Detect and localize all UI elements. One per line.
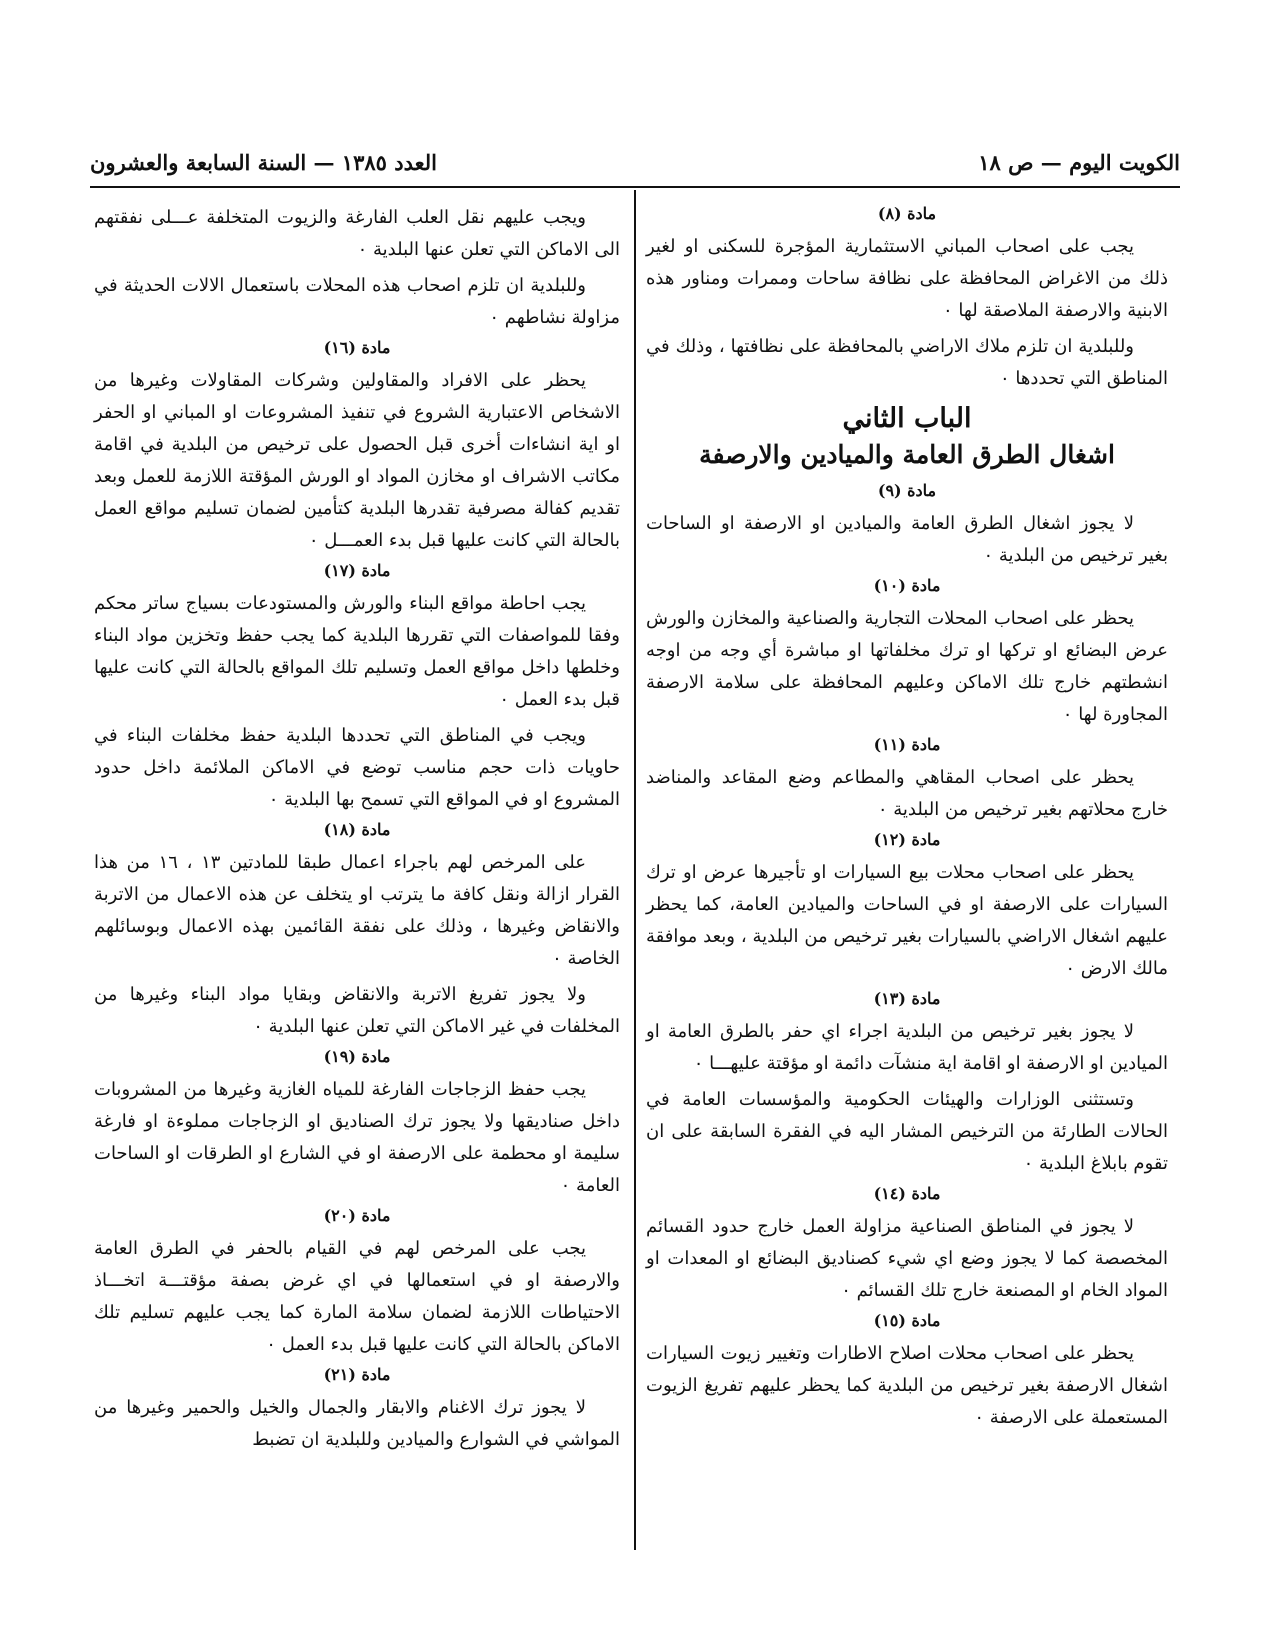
article-18-title: مادة (١٨) xyxy=(323,820,391,839)
article-17-title: مادة (١٧) xyxy=(323,561,391,580)
article-10-title: مادة (١٠) xyxy=(873,576,941,595)
article-17-paragraph-2: ويجب في المناطق التي تحددها البلدية حفظ مخلفات البناء في حاويات ذات حجم مناسب توضع في الاماكن الملائمة داخل حدود المشروع او في المواقع التي تسمح بها البلدية ٠ xyxy=(94,725,620,810)
chapter-subtitle: اشغال الطرق العامة والميادين والارصفة xyxy=(699,440,1115,469)
article-21-paragraph-1: لا يجوز ترك الاغنام والابقار والجمال والخيل والحمير وغيرها من المواشي في الشوارع والميادين وللبلدية ان تضبط xyxy=(94,1397,620,1450)
header-rule xyxy=(90,186,1180,188)
article-12-title: مادة (١٢) xyxy=(873,830,941,849)
article-11-title: مادة (١١) xyxy=(873,735,941,754)
page-header xyxy=(90,150,1180,184)
article-19-paragraph-1: يجب حفظ الزجاجات الفارغة للمياه الغازية وغيرها من المشروبات داخل صناديقها ولا يجوز ترك الصناديق او الزجاجات مملوءة او فارغة سليمة او محطمة على الارصفة او في الشارع او الطرقات او الساحات العامة ٠ xyxy=(94,1079,620,1196)
chapter-title: الباب الثاني xyxy=(842,403,972,434)
article-11-paragraph-1: يحظر على اصحاب المقاهي والمطاعم وضع المقاعد والمناضد خارج محلاتهم بغير ترخيص من البلدية ٠ xyxy=(646,767,1168,820)
article-19-title: مادة (١٩) xyxy=(323,1047,391,1066)
article-9-paragraph-1: لا يجوز اشغال الطرق العامة والميادين او الارصفة او الساحات بغير ترخيص من البلدية ٠ xyxy=(646,513,1168,566)
article-18-paragraph-1: على المرخص لهم باجراء اعمال طبقا للمادتين ١٣ ، ١٦ من هذا القرار ازالة ونقل كافة ما يترتب او يتخلف عن هذه الاعمال من الاتربة والانقاض وغيرها ، وذلك على نفقة القائمين بهذه الاعمال وبوسائلهم الخاصة ٠ xyxy=(94,852,620,969)
article-15-title: مادة (١٥) xyxy=(873,1311,941,1330)
article-9-title: مادة (٩) xyxy=(877,481,937,500)
article-18-paragraph-2: ولا يجوز تفريغ الاتربة والانقاض وبقايا مواد البناء وغيرها من المخلفات في غير الاماكن التي تعلن عنها البلدية ٠ xyxy=(94,984,620,1037)
article-16-title: مادة (١٦) xyxy=(323,338,391,357)
article-8-paragraph-2: وللبلدية ان تلزم ملاك الاراضي بالمحافظة على نظافتها ، وذلك في المناطق التي تحددها ٠ xyxy=(646,336,1168,389)
right-column xyxy=(646,202,1168,1438)
article-15-continued-paragraph-2: وللبلدية ان تلزم اصحاب هذه المحلات باستعمال الالات الحديثة في مزاولة نشاطهم ٠ xyxy=(94,275,620,328)
article-8-title: مادة (٨) xyxy=(877,204,937,223)
article-15-continued-paragraph-1: ويجب عليهم نقل العلب الفارغة والزيوت المتخلفة عـــلى نفقتهم الى الاماكن التي تعلن عنها البلدية ٠ xyxy=(94,207,620,260)
article-13-paragraph-1: لا يجوز بغير ترخيص من البلدية اجراء اي حفر بالطرق العامة او الميادين او الارصفة او اقامة اية منشآت دائمة او مؤقتة عليهـــا ٠ xyxy=(646,1021,1168,1074)
article-8-paragraph-1: يجب على اصحاب المباني الاستثمارية المؤجرة للسكنى او لغير ذلك من الاغراض المحافظة على نظافة ساحات وممرات ومناور هذه الابنية والارصفة الملاصقة لها ٠ xyxy=(646,236,1168,321)
article-15-paragraph-1: يحظر على اصحاب محلات اصلاح الاطارات وتغيير زيوت السيارات اشغال الارصفة بغير ترخيص من البلدية كما يحظر عليهم تفريغ الزيوت المستعملة على الارصفة ٠ xyxy=(646,1343,1168,1428)
article-16-paragraph-1: يحظر على الافراد والمقاولين وشركات المقاولات وغيرها من الاشخاص الاعتبارية الشروع في تنفيذ المشروعات او المباني او الحفر او اية انشاءات أخرى قبل الحصول على ترخيص من البلدية في اقامة مكاتب الاشراف او مخازن المواد او الورش المؤقتة اللازمة للعمل وبعد تقديم كفالة مصرفية تقدرها البلدية كتأمين لضمان تسليم مواقع العمل بالحالة التي كانت عليها قبل بدء العمـــل ٠ xyxy=(94,370,620,551)
article-21-title: مادة (٢١) xyxy=(323,1365,391,1384)
article-20-paragraph-1: يجب على المرخص لهم في القيام بالحفر في الطرق العامة والارصفة او في استعمالها في اي غرض بصفة مؤقتـــة اتخـــاذ الاحتياطات اللازمة لضمان سلامة المارة كما يجب عليهم تسليم تلك الاماكن بالحالة التي كانت عليها قبل بدء العمل ٠ xyxy=(94,1238,621,1355)
article-12-paragraph-1: يحظر على اصحاب محلات بيع السيارات او تأجيرها عرض او ترك السيارات على الارصفة او في الساحات والميادين العامة، كما يحظر عليهم اشغال الاراضي بالسيارات بغير ترخيص من البلدية ، وبعد موافقة مالك الارض ٠ xyxy=(646,862,1168,979)
article-10-paragraph-1: يحظر على اصحاب المحلات التجارية والصناعية والمخازن والورش عرض البضائع او تركها او ترك مخلفاتها او مباشرة أي وجه من اوجه انشطتهم خارج تلك الاماكن وعليهم المحافظة على سلامة الارصفة المجاورة لها ٠ xyxy=(646,608,1168,725)
header-title-page: الكويت اليوم — ص ١٨ xyxy=(978,150,1180,175)
left-column xyxy=(94,202,620,1460)
article-14-paragraph-1: لا يجوز في المناطق الصناعية مزاولة العمل خارج حدود القسائم المخصصة كما لا يجوز وضع اي شيء كصناديق البضائع او المعدات او المواد الخام او المصنعة خارج تلك القسائم ٠ xyxy=(646,1216,1168,1301)
article-13-title: مادة (١٣) xyxy=(873,989,941,1008)
article-13-paragraph-2: وتستثنى الوزارات والهيئات الحكومية والمؤسسات العامة في الحالات الطارئة من الترخيص المشار اليه في الفقرة السابقة على ان تقوم بابلاغ البلدية ٠ xyxy=(646,1089,1168,1174)
article-17-paragraph-1: يجب احاطة مواقع البناء والورش والمستودعات بسياج ساتر محكم وفقا للمواصفات التي تقررها البلدية كما يجب حفظ وتخزين مواد البناء وخلطها داخل مواقع العمل وتسليم تلك المواقع بالحالة التي كانت عليها قبل بدء العمل ٠ xyxy=(94,593,620,710)
column-divider xyxy=(634,190,636,1550)
article-20-title: مادة (٢٠) xyxy=(323,1206,391,1225)
article-14-title: مادة (١٤) xyxy=(873,1184,941,1203)
header-issue-year: العدد ١٣٨٥ — السنة السابعة والعشرون xyxy=(90,150,437,175)
